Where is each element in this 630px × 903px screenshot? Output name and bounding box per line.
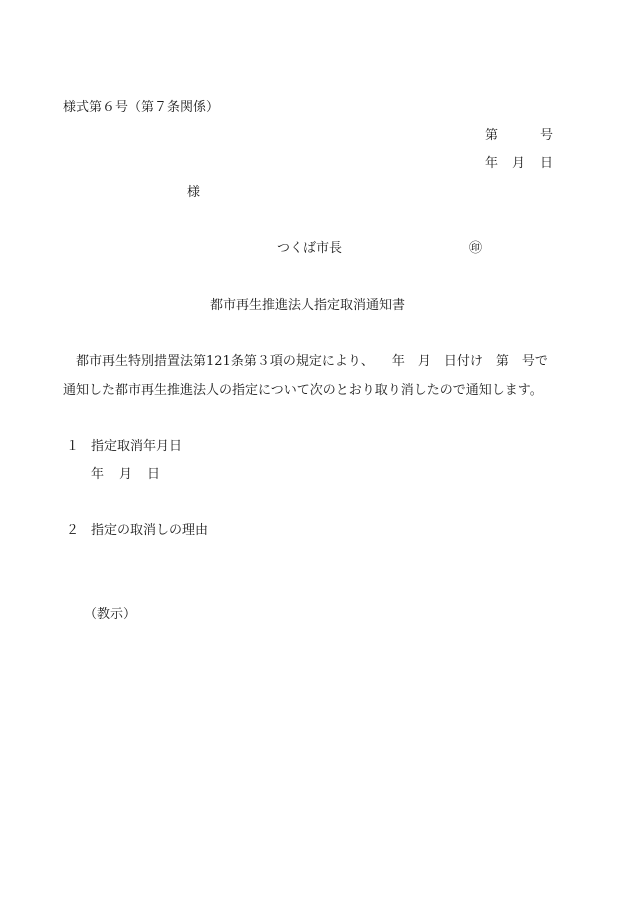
item-1-day-label: 日 xyxy=(147,467,161,482)
notice-label: （教示） xyxy=(84,607,137,622)
date-day-label: 日 xyxy=(540,156,554,171)
item-2-number: ２ xyxy=(66,523,80,538)
item-2-label: 指定の取消しの理由 xyxy=(91,523,209,538)
body-number-suffix: 号で xyxy=(521,354,548,369)
form-label: 様式第６号（第７条関係） xyxy=(63,100,220,115)
item-1-month-label: 月 xyxy=(119,467,133,482)
document-number-suffix: 号 xyxy=(540,128,554,143)
body-line-1 xyxy=(76,354,548,370)
body-year-label: 年 xyxy=(391,354,405,369)
item-1-number: １ xyxy=(66,439,80,454)
body-line-2: 通知した都市再生推進法人の指定について次のとおり取り消したので通知します。 xyxy=(63,383,543,398)
body-number-prefix: 第 xyxy=(495,354,509,369)
issuer-name: つくば市長 xyxy=(277,241,343,256)
seal-mark: ㊞ xyxy=(469,241,483,256)
body-month-label: 月 xyxy=(417,354,431,369)
document-number-prefix: 第 xyxy=(485,128,499,143)
document-title: 都市再生推進法人指定取消通知書 xyxy=(210,298,406,313)
item-1-label: 指定取消年月日 xyxy=(91,439,183,454)
addressee-suffix: 様 xyxy=(187,185,201,200)
date-month-label: 月 xyxy=(512,156,526,171)
body-day-dated-label: 日付け xyxy=(443,354,483,369)
item-1-year-label: 年 xyxy=(91,467,105,482)
body-text-law-reference: 都市再生特別措置法第121条第３項の規定により、 xyxy=(76,354,374,369)
date-year-label: 年 xyxy=(485,156,499,171)
